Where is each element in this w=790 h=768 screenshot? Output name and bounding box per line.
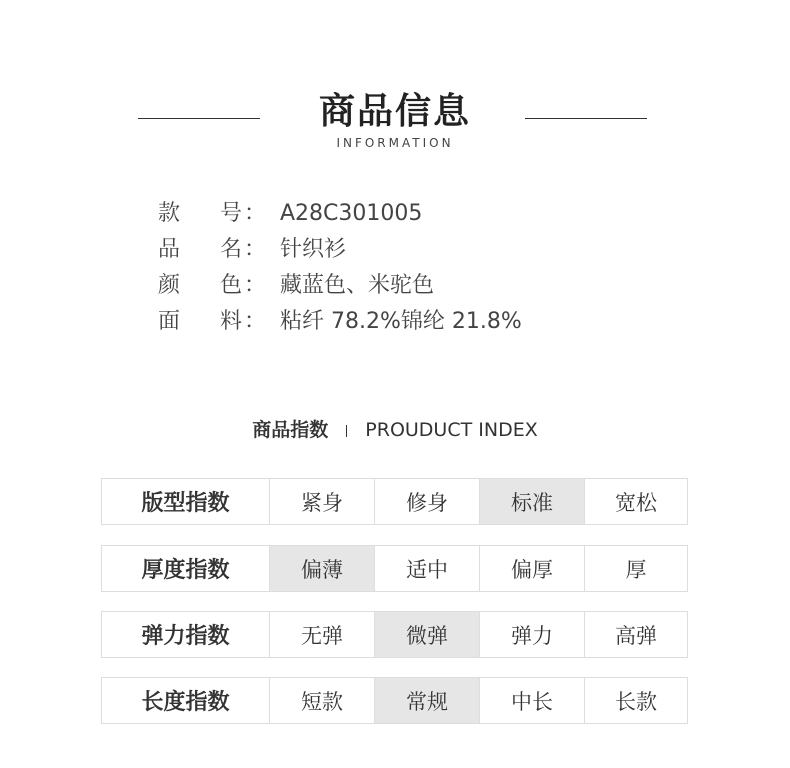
info-value: 针织衫 bbox=[280, 237, 347, 262]
index-option: 微弹 bbox=[374, 612, 479, 657]
index-title-divider bbox=[346, 425, 347, 437]
page-subtitle: INFORMATION bbox=[336, 136, 454, 150]
index-row-elasticity bbox=[101, 611, 688, 658]
index-option: 高弹 bbox=[584, 612, 687, 657]
index-option: 常规 bbox=[374, 678, 479, 723]
index-row-label: 弹力指数 bbox=[141, 624, 230, 649]
index-row-label: 版型指数 bbox=[141, 491, 230, 516]
info-label-colon: ： bbox=[244, 273, 267, 298]
index-row-fit bbox=[101, 478, 688, 525]
index-option: 宽松 bbox=[584, 479, 687, 524]
index-option: 弹力 bbox=[479, 612, 584, 657]
index-row-label: 厚度指数 bbox=[141, 558, 230, 583]
index-option: 无弹 bbox=[269, 612, 374, 657]
index-option: 标准 bbox=[479, 479, 584, 524]
info-label-char: 面 bbox=[158, 309, 181, 334]
page-title: 商品信息 bbox=[318, 91, 471, 132]
index-option: 偏厚 bbox=[479, 546, 584, 591]
info-label-char: 号 bbox=[220, 201, 243, 226]
index-option: 厚 bbox=[584, 546, 687, 591]
index-option: 偏薄 bbox=[269, 546, 374, 591]
info-label-colon: ： bbox=[244, 309, 267, 334]
index-row-label: 长度指数 bbox=[141, 690, 230, 715]
info-value: 藏蓝色、米驼色 bbox=[280, 273, 435, 298]
info-label-char: 颜 bbox=[158, 273, 181, 298]
index-option: 长款 bbox=[584, 678, 687, 723]
info-label-colon: ： bbox=[244, 201, 267, 226]
info-value: A28C301005 bbox=[280, 201, 423, 226]
info-label-char: 名 bbox=[220, 237, 243, 262]
index-row-length bbox=[101, 677, 688, 724]
info-label-colon: ： bbox=[244, 237, 267, 262]
index-section-header bbox=[0, 416, 790, 444]
index-option: 短款 bbox=[269, 678, 374, 723]
index-title-zh: 商品指数 bbox=[252, 419, 329, 441]
index-option: 中长 bbox=[479, 678, 584, 723]
info-label-char: 色 bbox=[220, 273, 243, 298]
index-title-en: PROUDUCT INDEX bbox=[365, 419, 538, 441]
index-row-thickness bbox=[101, 545, 688, 592]
info-label-char: 款 bbox=[158, 201, 181, 226]
index-option: 修身 bbox=[374, 479, 479, 524]
index-option: 紧身 bbox=[269, 479, 374, 524]
info-label-char: 料 bbox=[220, 309, 243, 334]
info-value: 粘纤 78.2%锦纶 21.8% bbox=[280, 309, 522, 334]
index-option: 适中 bbox=[374, 546, 479, 591]
info-label-char: 品 bbox=[158, 237, 181, 262]
